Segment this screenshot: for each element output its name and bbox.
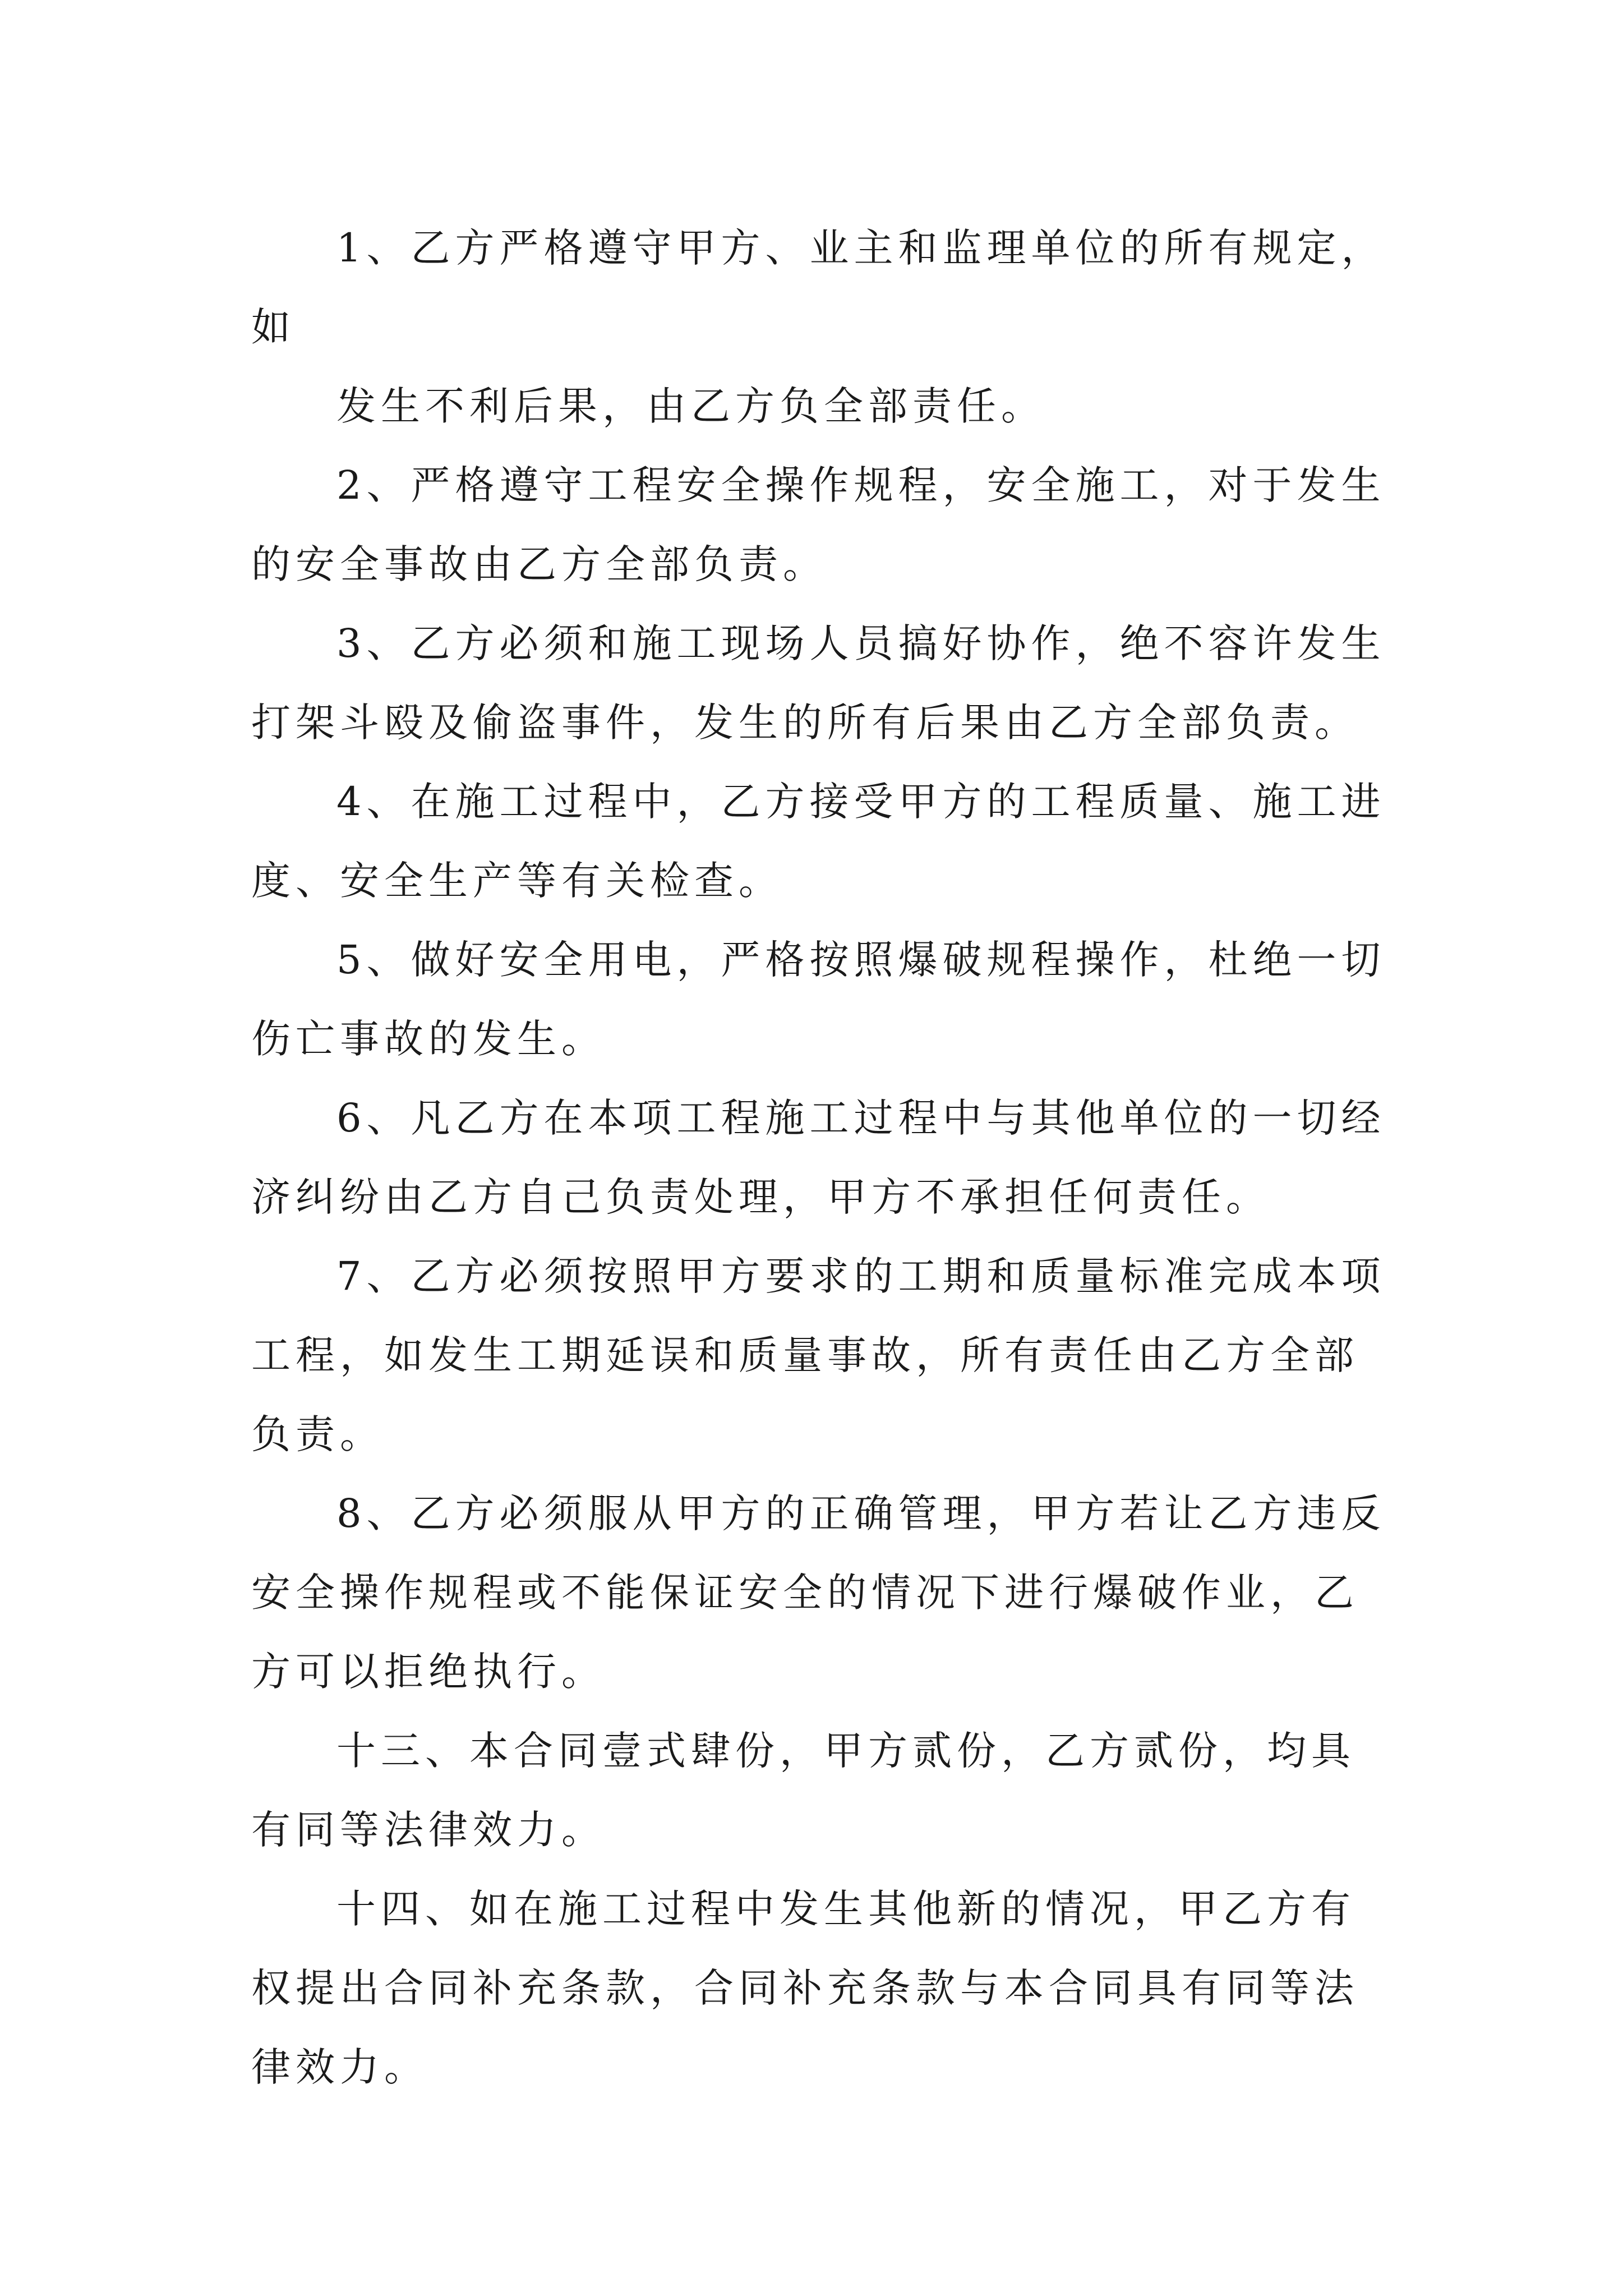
paragraph-clause-6: 6、凡乙方在本项工程施工过程中与其他单位的一切经济纠纷由乙方自己负责处理，甲方不承担任何责任。 — [251, 1095, 1386, 1220]
paragraph-article-14: 十四、如在施工过程中发生其他新的情况，甲乙方有权提出合同补充条款，合同补充条款与本合同具有同等法律效力。 — [251, 1886, 1359, 2090]
paragraph-clause-1: 1、乙方严格遵守甲方、业主和监理单位的所有规定，如 — [251, 225, 1386, 350]
document-body — [251, 209, 1390, 2107]
paragraph-clause-1-continued: 发生不利后果，由乙方负全部责任。 — [336, 383, 1045, 429]
paragraph-clause-5: 5、做好安全用电，严格按照爆破规程操作，杜绝一切伤亡事故的发生。 — [251, 937, 1386, 1062]
paragraph-clause-8: 8、乙方必须服从甲方的正确管理，甲方若让乙方违反安全操作规程或不能保证安全的情况下进行爆破作业，乙方可以拒绝执行。 — [251, 1490, 1386, 1695]
paragraph-clause-3: 3、乙方必须和施工现场人员搞好协作，绝不容许发生打架斗殴及偷盗事件，发生的所有后果由乙方全部负责。 — [251, 620, 1386, 746]
paragraph-article-13: 十三、本合同壹式肆份，甲方贰份，乙方贰份，均具有同等法律效力。 — [251, 1728, 1355, 1853]
paragraph-clause-7: 7、乙方必须按照甲方要求的工期和质量标准完成本项工程，如发生工期延误和质量事故，所有责任由乙方全部负责。 — [251, 1253, 1386, 1457]
paragraph-clause-4: 4、在施工过程中，乙方接受甲方的工程质量、施工进度、安全生产等有关检查。 — [251, 779, 1386, 904]
paragraph-clause-2: 2、严格遵守工程安全操作规程，安全施工，对于发生的安全事故由乙方全部负责。 — [251, 462, 1386, 587]
